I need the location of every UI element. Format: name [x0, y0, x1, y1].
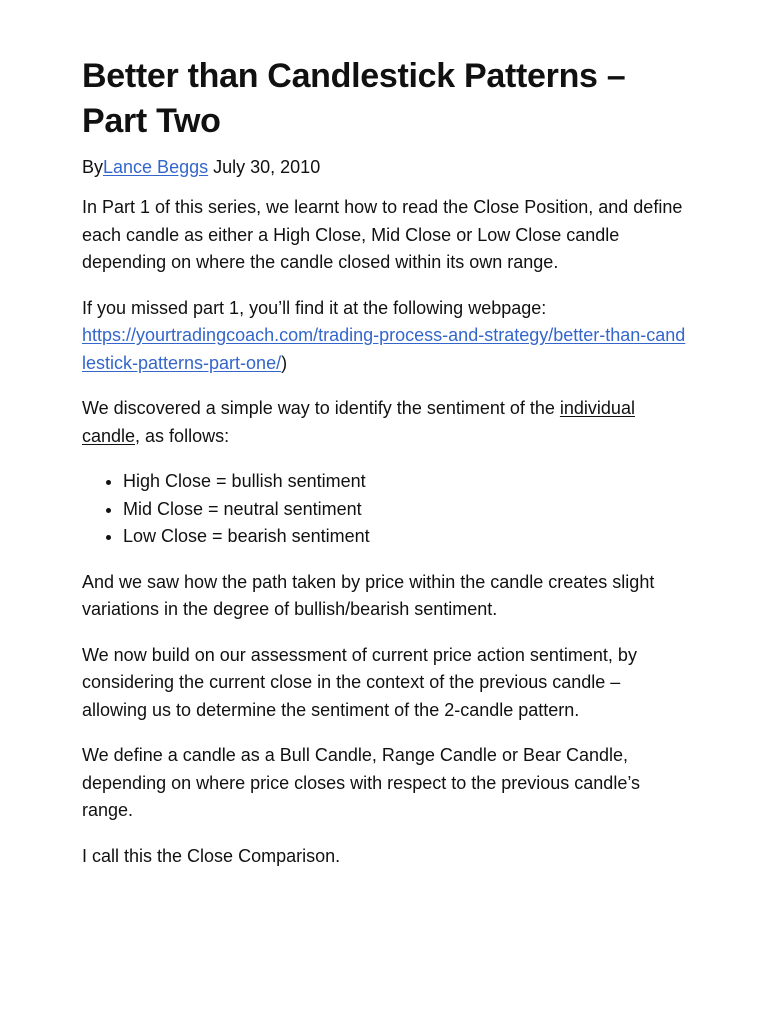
- byline: [82, 154, 686, 180]
- paragraph-candle-definitions: We define a candle as a Bull Candle, Range Candle or Bear Candle, depending on where price closes with respect to the previous candle’s range.: [82, 745, 640, 820]
- sentiment-text-before: We discovered a simple way to identify the sentiment of the: [82, 398, 560, 418]
- list-item: • Low Close = bearish sentiment: [123, 523, 686, 551]
- closing-paren: ): [281, 352, 288, 373]
- paragraph-intro: In Part 1 of this series, we learnt how to read the Close Position, and define each candle as either a High Close, Mid Close or Low Close candle depending on where the candle closed within its own range.: [82, 197, 683, 272]
- author-link[interactable]: Lance Beggs: [103, 157, 209, 177]
- list-item: • Mid Close = neutral sentiment: [123, 496, 686, 524]
- sentiment-text-after: , as follows:: [135, 425, 230, 446]
- list-item: • High Close = bullish sentiment: [123, 468, 686, 496]
- byline-prefix: By: [82, 157, 104, 177]
- article-title: Better than Candlestick Patterns – Part Two: [82, 57, 626, 140]
- individual-candle-text: individual candle: [82, 398, 635, 446]
- paragraph-sentiment: [82, 395, 686, 450]
- paragraph-build-on: We now build on our assessment of current price action sentiment, by considering the current close in the context of the previous candle – allowing us to determine the sentiment of the 2-candle pattern.: [82, 644, 637, 720]
- paragraph-missed-text: If you missed part 1, you’ll find it at the following webpage:: [82, 297, 547, 318]
- paragraph-close-comparison: I call this the Close Comparison.: [82, 845, 341, 866]
- sentiment-list: [82, 468, 686, 551]
- article: [82, 54, 686, 888]
- post-date: July 30, 2010: [213, 157, 321, 177]
- paragraph-path-variations: And we saw how the path taken by price within the candle creates slight variations in the degree of bullish/bearish sentiment.: [82, 571, 655, 619]
- part-one-link[interactable]: https://yourtradingcoach.com/trading-process-and-strategy/better-than-candlestick-patterns-part-one/: [82, 325, 686, 373]
- paragraph-missed-part-one: [82, 295, 686, 378]
- article-body: [82, 194, 686, 870]
